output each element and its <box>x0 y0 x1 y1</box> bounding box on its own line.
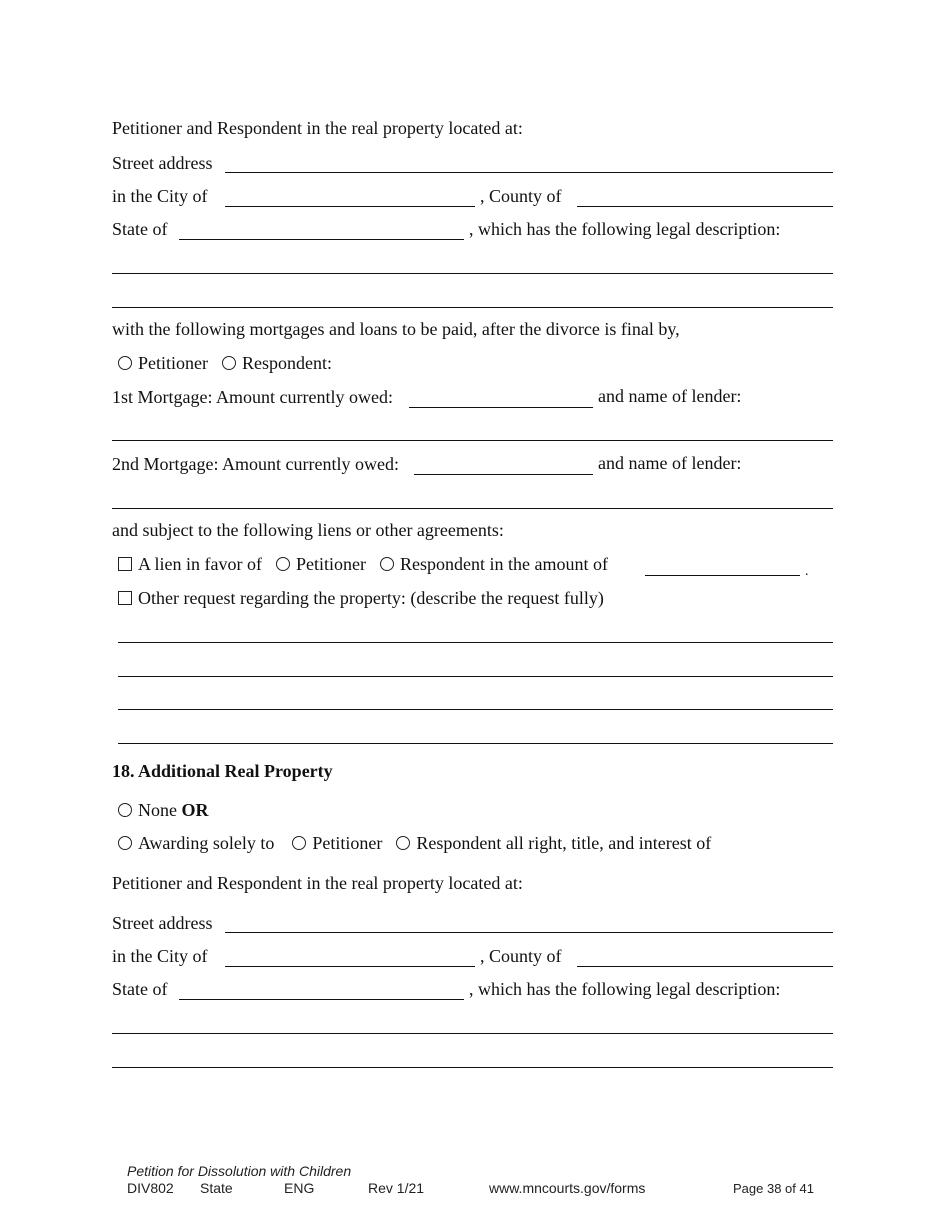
liens-intro: and subject to the following liens or other agreements: <box>112 520 504 540</box>
lien-respondent-label: Respondent in the amount of <box>399 554 608 574</box>
other-request-checkbox[interactable] <box>118 591 132 605</box>
county-field[interactable] <box>577 206 833 207</box>
other-request-line[interactable] <box>118 709 833 710</box>
legal-description-line[interactable] <box>112 1033 833 1034</box>
street-address-label: Street address <box>112 913 213 933</box>
other-request-label: Other request regarding the property: (describe the request fully) <box>138 588 604 608</box>
state-field[interactable] <box>179 239 464 240</box>
county-label: , County of <box>480 186 562 206</box>
award-respondent-radio[interactable] <box>396 836 410 850</box>
second-mortgage-label: 2nd Mortgage: Amount currently owed: <box>112 454 399 474</box>
city-field[interactable] <box>225 966 475 967</box>
lien-label: A lien in favor of <box>138 554 262 574</box>
state-field[interactable] <box>179 999 464 1000</box>
mortgages-intro: with the following mortgages and loans to be paid, after the divorce is final by, <box>112 319 680 339</box>
first-lender-label: and name of lender: <box>598 386 742 406</box>
award-petitioner-radio[interactable] <box>292 836 306 850</box>
other-request-line[interactable] <box>118 676 833 677</box>
lien-petitioner-label: Petitioner <box>295 554 366 574</box>
lien-petitioner-radio[interactable] <box>276 557 290 571</box>
state-label: State of <box>112 979 168 999</box>
none-label: None <box>138 800 177 820</box>
second-lender-label: and name of lender: <box>598 453 742 473</box>
first-mortgage-label: 1st Mortgage: Amount currently owed: <box>112 387 393 407</box>
footer-language: ENG <box>284 1180 315 1196</box>
none-row <box>118 800 209 820</box>
state-label: State of <box>112 219 168 239</box>
lien-amount-field[interactable] <box>645 575 800 576</box>
section-heading: 18. Additional Real Property <box>112 761 333 781</box>
lien-respondent-radio[interactable] <box>380 557 394 571</box>
footer-form-title: Petition for Dissolution with Children <box>127 1163 352 1179</box>
footer-form-code: DIV802 <box>127 1180 174 1196</box>
awarding-radio[interactable] <box>118 836 132 850</box>
county-field[interactable] <box>577 966 833 967</box>
respondent-radio-label: Respondent: <box>242 353 332 373</box>
legal-description-line[interactable] <box>112 273 833 274</box>
or-label: OR <box>181 800 209 820</box>
awarding-row <box>118 833 711 853</box>
property-intro: Petitioner and Respondent in the real property located at: <box>112 118 523 138</box>
street-address-field[interactable] <box>225 932 833 933</box>
legal-description-line[interactable] <box>112 1067 833 1068</box>
second-mortgage-amount-field[interactable] <box>414 474 593 475</box>
lien-row <box>118 554 608 574</box>
second-lender-field[interactable] <box>112 508 833 509</box>
footer-revision: Rev 1/21 <box>368 1180 425 1196</box>
lien-checkbox[interactable] <box>118 557 132 571</box>
footer-page-number: Page 38 of 41 <box>733 1181 814 1196</box>
payer-options <box>118 353 332 373</box>
none-radio[interactable] <box>118 803 132 817</box>
award-respondent-label: Respondent all right, title, and interest of <box>416 833 712 853</box>
other-request-line[interactable] <box>118 642 833 643</box>
city-field[interactable] <box>225 206 475 207</box>
first-mortgage-amount-field[interactable] <box>409 407 593 408</box>
awarding-label: Awarding solely to <box>138 833 275 853</box>
city-label: in the City of <box>112 946 208 966</box>
city-label: in the City of <box>112 186 208 206</box>
street-address-label: Street address <box>112 153 213 173</box>
street-address-field[interactable] <box>225 172 833 173</box>
other-request-line[interactable] <box>118 743 833 744</box>
footer-website: www.mncourts.gov/forms <box>489 1180 646 1196</box>
award-petitioner-label: Petitioner <box>312 833 383 853</box>
lien-period: . <box>805 564 809 579</box>
legal-description-line[interactable] <box>112 307 833 308</box>
legal-description-label: , which has the following legal description: <box>469 219 781 239</box>
respondent-radio[interactable] <box>222 356 236 370</box>
county-label: , County of <box>480 946 562 966</box>
footer-jurisdiction: State <box>200 1180 233 1196</box>
legal-description-label: , which has the following legal description: <box>469 979 781 999</box>
property-intro: Petitioner and Respondent in the real property located at: <box>112 873 523 893</box>
petitioner-radio[interactable] <box>118 356 132 370</box>
first-lender-field[interactable] <box>112 440 833 441</box>
other-request-row <box>118 588 604 608</box>
petitioner-radio-label: Petitioner <box>138 353 208 373</box>
